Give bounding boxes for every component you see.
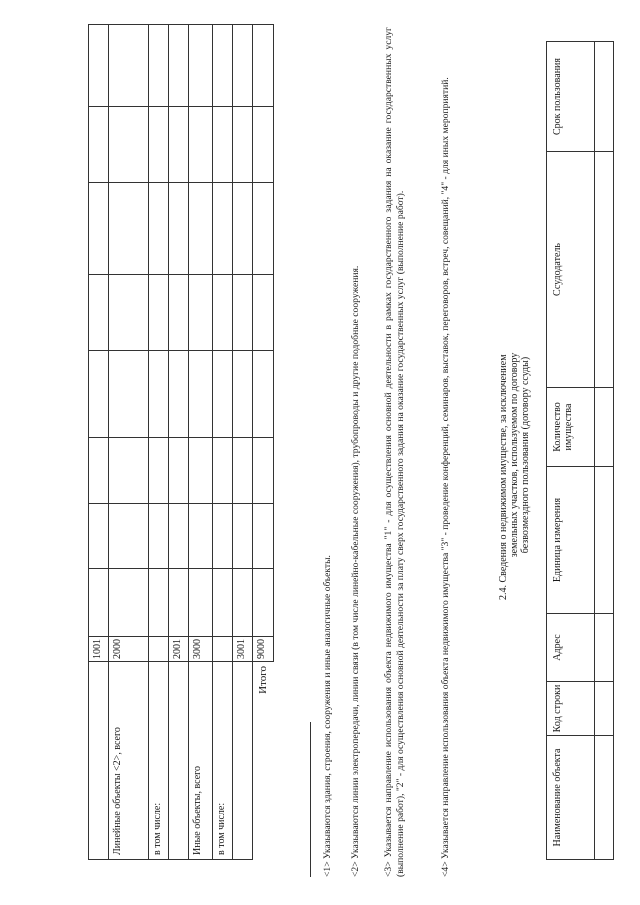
footnote-4: <4> Указывается направление использования объекта недвижимого имущества "3" - проведение конференций, семинаров, выставок, переговоров, встреч, совещаний, "4" - для иных мероприятий. bbox=[440, 77, 451, 877]
table-row bbox=[213, 25, 233, 860]
footnote-1: <1> Указываются здания, строения, сооружения и иные аналогичные объекты. bbox=[322, 555, 333, 877]
row-name-cell: в том числе: bbox=[213, 662, 233, 860]
real-estate-table bbox=[88, 24, 274, 860]
section-title-line: 2.4. Сведения о недвижимом имуществе, за исключением bbox=[498, 354, 509, 600]
header-term: Срок пользования bbox=[547, 42, 595, 152]
header-object-name: Наименование объекта bbox=[547, 736, 595, 860]
row-code-cell bbox=[213, 637, 233, 662]
section-title-line: безвозмездного пользования (договору ссуды) bbox=[520, 356, 531, 554]
row-code-cell: 3000 bbox=[189, 637, 213, 662]
table-row bbox=[595, 42, 614, 860]
header-unit: Единица измерения bbox=[547, 467, 595, 614]
row-name-cell: в том числе: bbox=[149, 662, 169, 860]
header-address: Адрес bbox=[547, 614, 595, 682]
footnote-separator bbox=[310, 722, 311, 877]
footnote-3: <3> Указывается направление использования объекта недвижимого имущества "1" - для осуществления основной деятельности в рамках государственного задания на оказание государственных услуг (выполнение работ), "2" - для осуществления основной деятельности за плату сверх государственного задания на оказание государственных услуг (выполнение работ). bbox=[383, 27, 406, 877]
section-title-line: земельных участков, используемом по договору bbox=[509, 352, 520, 558]
row-name-cell: Иные объекты, всего bbox=[189, 662, 213, 860]
row-name-cell: Линейные объекты <2>, всего bbox=[109, 662, 149, 860]
row-code-cell: 1001 bbox=[89, 637, 109, 662]
footnote-2: <2> Указываются линии электропередачи, линии связи (в том числе линейно-кабельные сооружения), трубопроводы и другие подобные сооружения. bbox=[350, 265, 361, 877]
table-header-row bbox=[547, 42, 595, 860]
section-title bbox=[498, 310, 531, 600]
total-row bbox=[253, 25, 274, 860]
row-name-cell bbox=[233, 662, 253, 860]
header-quantity: Количество имущества bbox=[547, 388, 595, 467]
row-name-cell bbox=[169, 662, 189, 860]
loan-use-table bbox=[546, 41, 614, 860]
total-code-cell: 9000 bbox=[253, 637, 274, 662]
table-row bbox=[89, 25, 109, 860]
header-row-code: Код строки bbox=[547, 682, 595, 736]
row-code-cell: 2000 bbox=[109, 637, 149, 662]
header-lender: Ссудодатель bbox=[547, 152, 595, 388]
table-row bbox=[189, 25, 213, 860]
row-name-cell bbox=[89, 662, 109, 860]
row-code-cell: 3001 bbox=[233, 637, 253, 662]
row-code-cell bbox=[149, 637, 169, 662]
row-code-cell: 2001 bbox=[169, 637, 189, 662]
total-label-cell: Итого bbox=[257, 666, 269, 694]
table-row bbox=[109, 25, 149, 860]
table-row bbox=[169, 25, 189, 860]
table-row bbox=[233, 25, 253, 860]
table-row bbox=[149, 25, 169, 860]
